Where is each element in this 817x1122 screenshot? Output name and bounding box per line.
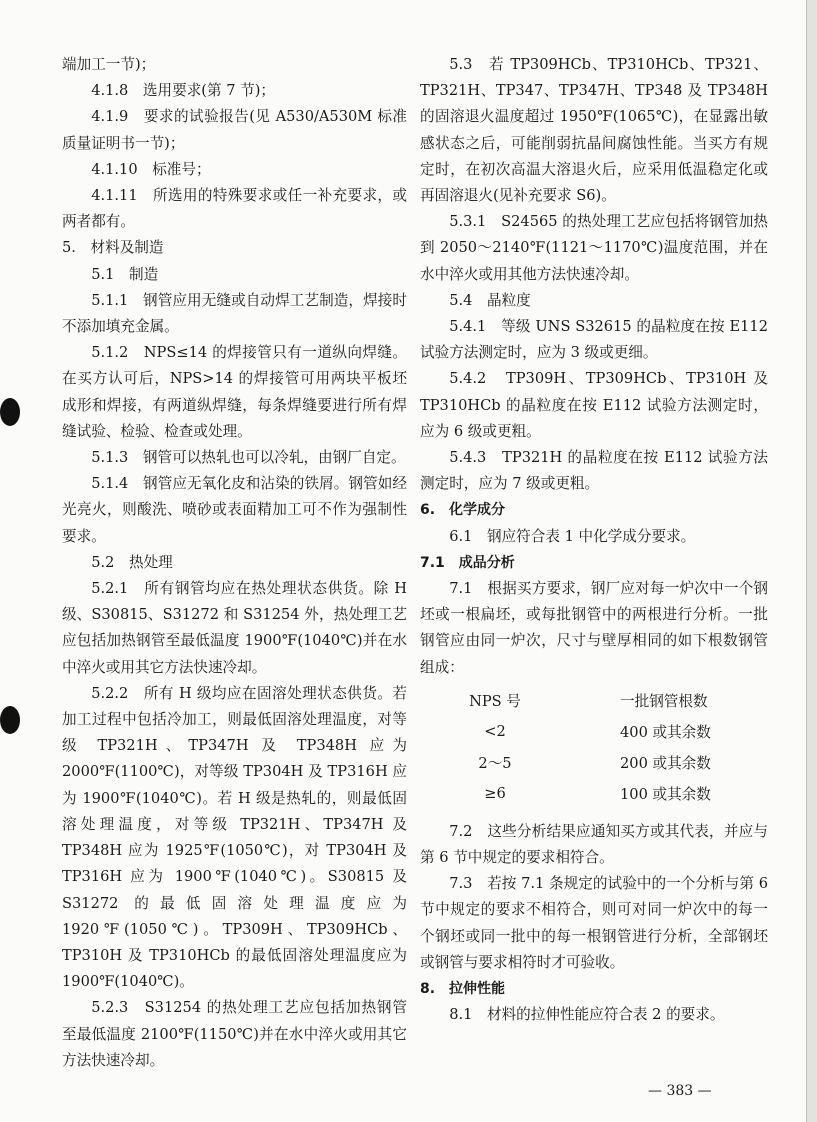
- nps-header: NPS 号: [469, 692, 521, 710]
- punch-hole-mark: [0, 706, 20, 734]
- paragraph: 5.3.1 S24565 的热处理工艺应包括将钢管加热到 2050～2140℉(1121～1170℃)温度范围，并在水中淬火或用其他方法快速冷却。: [420, 213, 768, 283]
- paragraph: 5.4 晶粒度: [449, 291, 531, 309]
- nps-cell: <2: [484, 722, 506, 740]
- right-column: [420, 52, 768, 1029]
- punch-hole-mark: [0, 398, 20, 426]
- page-edge-shadow: [806, 0, 817, 1122]
- paragraph: 5.4.1 等级 UNS S32615 的晶粒度在按 E112 试验方法测定时，应为 3 级或更细。: [420, 318, 768, 362]
- paragraph: 6. 化学成分: [420, 502, 506, 519]
- table-row: [420, 778, 768, 809]
- count-cell: 200 或其余数: [620, 754, 711, 772]
- paragraph: 8.1 材料的拉伸性能应符合表 2 的要求。: [449, 1006, 725, 1024]
- paragraph: 5.3 若 TP309HCb、TP310HCb、TP321、TP321H、TP347、TP347H、TP348 及 TP348H 的固溶退火温度超过 1950℉(1065℃)，在显露出敏感状态之后，可能削弱抗晶间腐蚀性能。当买方有规定时，在初次高温大溶退火后，应采用低温稳定化或再固溶退火(见补充要求 S6)。: [420, 56, 768, 205]
- paragraph: 4.1.9 要求的试验报告(见 A530/A530M 标准质量证明书一节)；: [62, 108, 407, 152]
- paragraph: 7.1 根据买方要求，钢厂应对每一炉次中一个钢坯或一根扁坯，或每批钢管中的两根进行分析。一批钢管应由同一炉次，尺寸与壁厚相同的如下根数钢管组成：: [420, 580, 768, 676]
- table-row: [420, 716, 768, 747]
- paragraph: 7.1 成品分析: [420, 554, 515, 571]
- nps-cell: 2～5: [478, 754, 512, 772]
- nps-table-header: [420, 685, 768, 716]
- paragraph: 5.2.3 S31254 的热处理工艺应包括加热钢管至最低温度 2100℉(1150℃)并在水中淬火或用其它方法快速冷却。: [62, 999, 407, 1069]
- count-cell: 400 或其余数: [620, 723, 711, 741]
- paragraph: 5.4.2 TP309H、TP309HCb、TP310H 及 TP310HCb 的晶粒度在按 E112 试验方法测定时，应为 6 级或更粗。: [420, 370, 768, 440]
- count-cell: 100 或其余数: [620, 785, 711, 803]
- paragraph: 7.3 若按 7.1 条规定的试验中的一个分析与第 6 节中规定的要求不相符合，则可对同一炉次中的每一个钢坯或同一批中的每一根钢管进行分析，全部钢坯或钢管与要求相符时才可验收。: [420, 875, 768, 971]
- table-row: [420, 747, 768, 778]
- paragraph: 5.2 热处理: [91, 553, 173, 571]
- nps-cell: ≥6: [484, 784, 506, 802]
- right-column-top: [420, 52, 768, 681]
- left-column: [62, 52, 407, 1074]
- right-column-bottom: [420, 819, 768, 1029]
- paragraph: 4.1.11 所选用的特殊要求或任一补充要求，或两者都有。: [62, 187, 407, 231]
- paragraph: 7.2 这些分析结果应通知买方或其代表，并应与第 6 节中规定的要求相符合。: [420, 822, 768, 867]
- paragraph: 5.1.2 NPS≤14 的焊接管只有一道纵向焊缝。在买方认可后，NPS>14 的焊接管可用两块平板坯成形和焊接，有两道纵焊缝，每条焊缝要进行所有焊缝试验、检验、检查或处理。: [62, 344, 407, 440]
- page-number: — 383 —: [648, 1083, 712, 1099]
- paragraph: 5.1.1 钢管应用无缝或自动焊工艺制造，焊接时不添加填充金属。: [62, 291, 407, 336]
- paragraph: 5.2.2 所有 H 级均应在固溶处理状态供货。若加工过程中包括冷加工，则最低固溶处理温度，对等级 TP321H、TP347H 及 TP348H 应为 2000℉(1100℃)，对等级 TP304H 及 TP316H 应为 1900℉(1040℃)。若 H 级是热轧的，则最低固溶处理温度，对等级 TP321H、TP347H 及 TP348H 应为 1925℉(1050℃)，对 TP304H 及 TP316H 应为 1900℉(1040℃)。S30815 及 S31272 的最低固溶处理温度应为 1920℉(1050℃)。TP309H、TP309HCb、TP310H 及 TP310HCb 的最低固溶处理温度应为 1900℉(1040℃)。: [62, 684, 407, 991]
- paragraph: 5.1 制造: [91, 265, 159, 283]
- paragraph: 端加工一节)；: [62, 56, 156, 73]
- paragraph: 4.1.8 选用要求(第 7 节)；: [91, 82, 276, 100]
- paragraph: 5.2.1 所有钢管均应在热处理状态供货。除 H 级、S30815、S31272 和 S31254 外，热处理工艺应包括加热钢管至最低温度 1900℉(1040℃)并在水中淬火或用其它方法快速冷却。: [62, 580, 407, 676]
- paragraph: 5.1.4 钢管应无氧化皮和沾染的铁屑。钢管如经光亮火，则酸洗、喷砂或表面精加工可不作为强制性要求。: [62, 475, 407, 545]
- paragraph: 5.4.3 TP321H 的晶粒度在按 E112 试验方法测定时，应为 7 级或更粗。: [420, 449, 768, 493]
- paragraph: 6.1 钢应符合表 1 中化学成分要求。: [449, 527, 696, 545]
- paragraph: 5.1.3 钢管可以热轧也可以冷轧，由钢厂自定。: [91, 449, 406, 467]
- paragraph: 5. 材料及制造: [62, 239, 164, 257]
- paragraph: 4.1.10 标准号；: [91, 160, 211, 178]
- nps-table: [420, 685, 768, 809]
- count-header: 一批钢管根数: [620, 692, 708, 710]
- paragraph: 8. 拉伸性能: [420, 981, 506, 998]
